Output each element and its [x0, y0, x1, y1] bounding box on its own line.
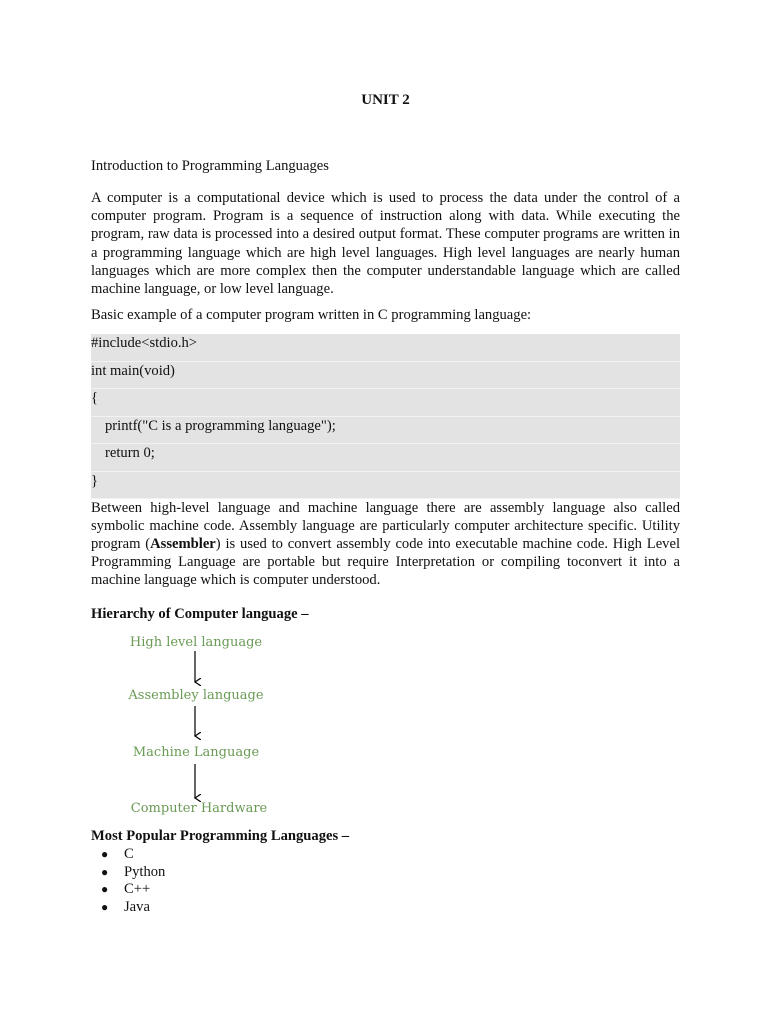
example-heading: Basic example of a computer program written in C programming language: — [91, 307, 532, 323]
assembly-paragraph-text-2: ) is used to convert assembly code into executable machine code. High Level Programming Language are portable but require Interpretation or compiling toconvert it into a machine language which is computer understood. — [91, 536, 680, 588]
list-item — [91, 846, 165, 864]
bullet-icon: ● — [101, 882, 109, 897]
code-line: return 0; — [91, 444, 680, 472]
hierarchy-node-assembly: Assembley language — [128, 688, 264, 703]
list-item-label: Java — [124, 899, 150, 916]
assembly-paragraph-text-1: Between high-level language and machine language there are assembly language also called symbolic machine code. Assembly language are particularly computer architecture specific. Utility program ( — [91, 500, 680, 552]
list-item-label: Python — [124, 863, 166, 880]
hierarchy-node-high-level: High level language — [129, 635, 263, 650]
code-block — [91, 334, 680, 499]
assembly-paragraph — [91, 499, 680, 589]
bullet-icon: ● — [101, 847, 109, 861]
code-line: printf("C is a programming language"); — [91, 417, 680, 445]
code-line: int main(void) — [91, 362, 680, 390]
hierarchy-arrows — [91, 630, 391, 825]
popular-languages-heading: Most Popular Programming Languages – — [91, 828, 350, 844]
hierarchy-node-hardware: Computer Hardware — [130, 801, 268, 816]
list-item — [91, 864, 165, 882]
code-line: { — [91, 389, 680, 417]
hierarchy-node-machine: Machine Language — [132, 745, 260, 760]
code-line: } — [91, 472, 680, 500]
page-title: UNIT 2 — [361, 92, 410, 108]
list-item — [91, 899, 165, 917]
hierarchy-heading: Hierarchy of Computer language – — [91, 606, 309, 622]
list-item-label: C — [124, 846, 134, 862]
assembler-term: Assembler — [150, 536, 216, 552]
bullet-icon: ● — [101, 864, 109, 879]
list-item-label: C++ — [124, 881, 151, 898]
languages-list — [91, 846, 165, 917]
code-line: #include<stdio.h> — [91, 334, 680, 362]
intro-paragraph: A computer is a computational device which is used to process the data under the control of a computer program. Program is a sequence of instruction along with data. While executing the program, raw data is processed into a desired output format. These computer programs are written in a programming language which are high level languages. High level languages are nearly human languages which are more complex then the computer understandable language which are called machine language, or low level language. — [91, 190, 680, 298]
bullet-icon: ● — [101, 900, 109, 915]
list-item — [91, 881, 165, 899]
intro-heading: Introduction to Programming Languages — [91, 158, 329, 174]
hierarchy-diagram — [91, 630, 391, 825]
